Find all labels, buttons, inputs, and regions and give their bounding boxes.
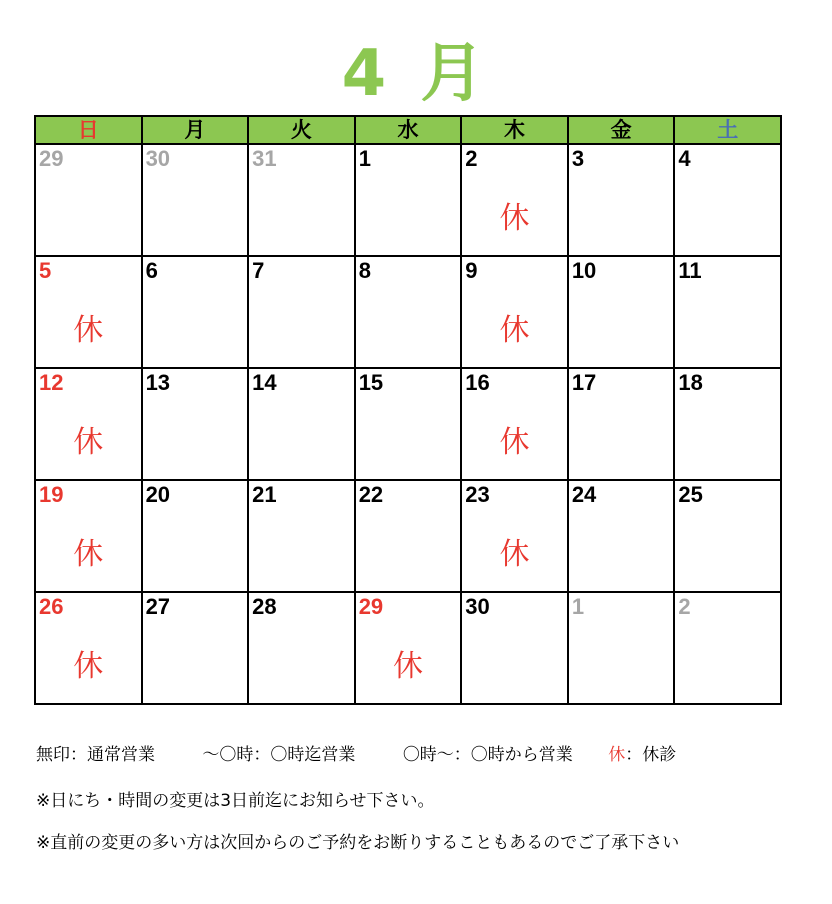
week-row — [35, 144, 781, 256]
day-number: 30 — [465, 594, 490, 619]
closed-mark: 休 — [499, 313, 530, 348]
weekday-header-row — [35, 116, 781, 144]
day-number: 11 — [678, 258, 702, 283]
weekday-fri: 金 — [568, 116, 675, 144]
day-number: 20 — [145, 482, 171, 507]
legend-closed-key: 休 — [608, 745, 626, 765]
day-cell — [248, 256, 355, 368]
day-number: 4 — [678, 146, 691, 171]
day-number: 3 — [571, 146, 585, 171]
day-cell — [568, 368, 675, 480]
day-cell — [568, 592, 675, 704]
day-number: 25 — [678, 482, 703, 507]
day-cell — [142, 480, 249, 592]
weekday-sun: 日 — [35, 116, 142, 144]
day-number: 30 — [145, 146, 171, 171]
weekday-tue: 火 — [248, 116, 355, 144]
day-cell — [674, 256, 781, 368]
day-cell — [674, 480, 781, 592]
day-number: 17 — [571, 370, 597, 395]
day-number: 28 — [252, 594, 277, 619]
day-cell — [461, 368, 568, 480]
day-number: 18 — [678, 370, 703, 395]
day-cell — [35, 592, 142, 704]
closed-mark: 休 — [73, 537, 104, 572]
day-number: 15 — [358, 370, 384, 395]
day-cell — [142, 256, 249, 368]
legend-closed-text: ：休診 — [625, 745, 677, 765]
day-number: 29 — [358, 594, 384, 619]
legend-from: 〇時～：〇時から営業 — [402, 745, 573, 765]
day-number: 19 — [39, 482, 64, 507]
day-cell — [355, 368, 462, 480]
calendar-body — [35, 144, 781, 704]
day-cell — [35, 480, 142, 592]
day-cell — [142, 592, 249, 704]
day-number: 9 — [465, 258, 478, 283]
legend — [36, 740, 676, 765]
legend-until: ～〇時：〇時迄営業 — [202, 745, 356, 765]
day-cell — [248, 592, 355, 704]
day-cell — [35, 256, 142, 368]
note-cancellation-policy: ※直前の変更の多い方は次回からのご予約をお断りすることもあるのでご了承下さい — [36, 833, 680, 853]
day-number: 24 — [571, 482, 597, 507]
day-cell — [461, 256, 568, 368]
day-number: 31 — [252, 146, 277, 171]
day-cell — [35, 368, 142, 480]
day-number: 13 — [145, 370, 171, 395]
closed-mark: 休 — [499, 425, 530, 460]
day-cell — [568, 256, 675, 368]
day-number: 29 — [39, 146, 64, 171]
day-cell — [568, 144, 675, 256]
day-number: 5 — [39, 258, 52, 283]
day-cell — [355, 592, 462, 704]
day-number: 22 — [358, 482, 384, 507]
day-cell — [461, 480, 568, 592]
day-number: 21 — [252, 482, 277, 507]
month-title: 4 月 — [341, 37, 491, 111]
day-cell — [35, 144, 142, 256]
closed-mark: 休 — [499, 537, 530, 572]
day-cell — [461, 144, 568, 256]
day-cell — [248, 144, 355, 256]
day-cell — [355, 480, 462, 592]
day-cell — [142, 368, 249, 480]
weekday-sat: 土 — [674, 116, 781, 144]
closed-mark: 休 — [499, 201, 530, 236]
day-number: 1 — [358, 146, 371, 171]
week-row — [35, 480, 781, 592]
day-number: 16 — [465, 370, 490, 395]
day-number: 12 — [39, 370, 64, 395]
closed-mark: 休 — [73, 649, 104, 684]
week-row — [35, 256, 781, 368]
weekday-wed: 水 — [355, 116, 462, 144]
day-number: 2 — [678, 594, 691, 619]
day-number: 26 — [39, 594, 64, 619]
day-cell — [674, 368, 781, 480]
day-cell — [461, 592, 568, 704]
day-number: 1 — [571, 594, 585, 619]
day-number: 7 — [252, 258, 265, 283]
weekday-mon: 月 — [142, 116, 249, 144]
day-cell — [674, 592, 781, 704]
calendar-grid — [34, 115, 782, 705]
day-cell — [568, 480, 675, 592]
closed-mark: 休 — [73, 313, 104, 348]
day-cell — [142, 144, 249, 256]
week-row — [35, 592, 781, 704]
day-cell — [674, 144, 781, 256]
day-cell — [355, 256, 462, 368]
day-number: 8 — [358, 258, 371, 283]
day-number: 10 — [571, 258, 597, 283]
week-row — [35, 368, 781, 480]
note-change-notice: ※日にち・時間の変更は3日前迄にお知らせ下さい。 — [36, 791, 435, 811]
day-number: 14 — [252, 370, 277, 395]
closed-mark: 休 — [73, 425, 104, 460]
legend-normal: 無印：通常営業 — [36, 745, 155, 765]
day-number: 23 — [465, 482, 490, 507]
closed-mark: 休 — [392, 649, 423, 684]
day-cell — [248, 368, 355, 480]
day-cell — [248, 480, 355, 592]
day-number: 2 — [465, 146, 478, 171]
day-number: 27 — [145, 594, 171, 619]
day-number: 6 — [145, 258, 158, 283]
day-cell — [355, 144, 462, 256]
weekday-thu: 木 — [461, 116, 568, 144]
